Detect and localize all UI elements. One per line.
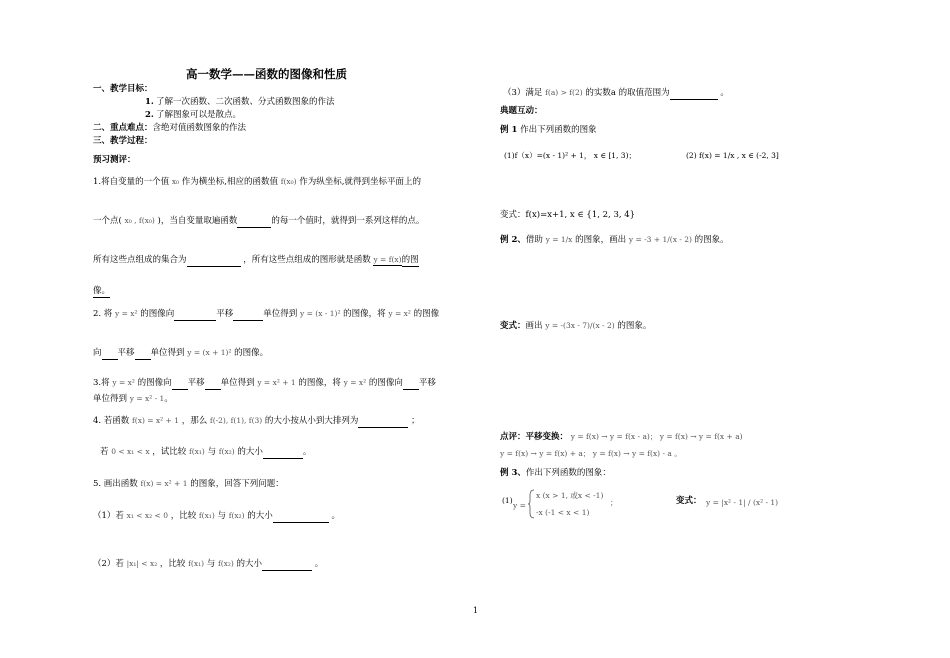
goal-1-number: 1.: [145, 97, 154, 107]
goal-2-text: 了解图象可以是散点。: [156, 110, 242, 120]
q5-math-fx: f(x) = x² + 1: [140, 479, 188, 488]
key-points-line: [93, 123, 246, 134]
q3-text-b: 的图像向: [137, 378, 172, 388]
comment-formula-1: y = f(x) → y = f(x - a)； y = f(x) → y = f(x + a): [570, 432, 743, 441]
q5-1-text-a: （1）若: [93, 511, 124, 521]
comment-label: 点评：: [500, 432, 526, 442]
q3-text-h: 单位得到: [93, 394, 128, 404]
process-heading: 三、教学过程：: [93, 136, 153, 146]
q1-text-d: 一个点(: [93, 216, 122, 226]
interact-heading: 典题互动：: [500, 106, 543, 116]
q3-text-e: 的图像，将: [298, 378, 341, 388]
q5-1-text-e: 。: [331, 511, 341, 521]
q5-1-math-fx1: f(x₁): [198, 511, 215, 520]
q4-text-e: 若: [100, 447, 109, 457]
q1-text-b: 作为横坐标,相应的函数值: [181, 177, 278, 187]
q4-text-b: ，那么: [181, 416, 208, 426]
q5-line1: [93, 478, 284, 490]
q5-1-blank[interactable]: [273, 511, 329, 523]
q2-text-c: 平移: [216, 309, 234, 319]
q2-math-yx2: y = x²: [115, 309, 138, 318]
q1-text-h: ，所有这些点组成的图形就是函数: [243, 255, 371, 265]
q5-2-text-e: 。: [314, 559, 324, 569]
q5-text-b: 的图象，回答下列问题：: [190, 479, 284, 489]
preview-heading: 预习测评：: [93, 155, 136, 165]
q2-text-e: 的图像，将: [343, 309, 386, 319]
q1-text-g: 所有这些点组成的集合为: [93, 255, 187, 265]
comment-shift-label: 平移变换：: [525, 432, 569, 442]
q4-math-cond: 0 < x₁ < x: [111, 447, 150, 456]
key-text: 含绝对值函数图象的作法: [152, 123, 247, 133]
q2-text-g: 向: [93, 348, 102, 358]
q1-line3: [93, 254, 419, 267]
q2-math-f2: y = (x + 1)²: [187, 348, 232, 357]
ex2-math-f1: y = 1/x: [545, 235, 573, 244]
q5-1-text-b: ，比较: [170, 511, 197, 521]
comment-line1: [500, 431, 743, 443]
q2-line2: [93, 347, 268, 360]
q5-2-text-b: ，比较: [159, 559, 186, 569]
q2-line1: [93, 308, 439, 321]
q5-1-math-fx2: f(x₂): [228, 511, 245, 520]
q5-1-text-c: 与: [217, 511, 226, 521]
key-heading: 二、重点难点：: [93, 123, 153, 133]
q4-text-a: 4. 若函数: [93, 416, 130, 426]
q4-text-i: 。: [302, 447, 312, 457]
ex2-math-f2: y = -3 + 1/(x - 2): [628, 235, 692, 244]
q1-line4: [93, 286, 110, 298]
var2-label: 变式：: [500, 321, 526, 331]
q1-math-fx0: f(x₀): [280, 177, 297, 186]
q5-part2: [93, 558, 323, 571]
q3-blank-2[interactable]: [205, 378, 221, 390]
ex3-part1-end: ；: [610, 498, 618, 507]
q1-text-a: 1.将自变量的一个值: [93, 177, 170, 187]
q1-line2: [93, 215, 424, 228]
q3-text-g: 平移: [418, 378, 436, 388]
q1-math-yfx: y = f(x): [373, 255, 402, 264]
q2-text-h: 平移: [117, 348, 135, 358]
r-q3-blank[interactable]: [670, 88, 718, 100]
q3-text-f: 的图像向: [368, 378, 403, 388]
q4-text-h: 的大小: [237, 447, 263, 457]
q4-blank-1[interactable]: [358, 416, 408, 428]
q5-2-text-a: （2）若: [93, 559, 124, 569]
q2-text-a: 2. 将: [93, 309, 113, 319]
goal-2-number: 2.: [145, 110, 154, 120]
q3-text-a: 3.将: [93, 378, 110, 388]
q5-2-text-c: 与: [206, 559, 216, 569]
variant-1: 变式：f(x)=x+1, x ∈ {1, 2, 3, 4}: [500, 210, 636, 220]
q1-text-e: )，当自变量取遍函数: [157, 216, 238, 226]
var2-text-a: 画出: [525, 321, 543, 331]
q4-text-c: 的大小按从小到大排列为: [264, 416, 359, 426]
ex1-line: [500, 125, 597, 136]
q2-blank-4[interactable]: [135, 348, 151, 360]
q4-text-g: 与: [207, 447, 217, 457]
q2-math-yx2b: y = x²: [388, 309, 411, 318]
q3-text-c: 平移: [187, 378, 205, 388]
q4-text-f: ，试比较: [152, 447, 187, 457]
q2-blank-3[interactable]: [102, 348, 118, 360]
q3-math-f2: y = x² - 1: [129, 394, 165, 403]
ex1-part1: (1)f（x）=(x - 1)² + 1， x ∈ [1, 3)；: [504, 151, 636, 160]
ex3-brace: [528, 489, 536, 519]
var3-label: 变式：: [676, 496, 702, 506]
ex1-text: 作出下列函数的图象: [520, 125, 597, 135]
var2-text-b: 的图象。: [617, 321, 652, 331]
q3-line1: [93, 377, 436, 390]
q3-text-d: 单位得到: [220, 378, 255, 388]
ex3-part1-number: (1): [502, 496, 513, 505]
page-number: 1: [473, 606, 479, 615]
q5-2-blank[interactable]: [262, 559, 312, 571]
ex2-text-b: 的图象，画出: [575, 235, 627, 245]
q3-blank-1[interactable]: [172, 378, 188, 390]
q3-math-f1: y = x² + 1: [257, 378, 296, 387]
q5-2-math-fx2: f(x₂): [217, 559, 234, 568]
q5-1-text-d: 的大小: [247, 511, 273, 521]
q4-line1: [93, 415, 420, 428]
r-q3-text-b: 的实数a 的取值范围为: [585, 88, 670, 98]
q1-blank-2[interactable]: [187, 255, 241, 267]
q1-math-point: x₀ , f(x₀): [124, 216, 155, 225]
q2-math-f1: y = (x - 1)²: [300, 309, 341, 318]
ex3-label: 例 3、: [500, 468, 526, 478]
ex3-line: [500, 468, 611, 479]
r-q3-text-c: 。: [720, 88, 729, 98]
q1-line1: [93, 176, 421, 188]
ex2-text-a: 借助: [525, 235, 543, 245]
q2-text-f: 的图像: [413, 309, 440, 319]
q2-text-j: 的图像。: [234, 348, 269, 358]
q2-text-d: 单位得到: [263, 309, 298, 319]
ex3-case-2: -x (-1 < x < 1): [536, 508, 590, 517]
q5-text-a: 5. 画出函数: [93, 479, 138, 489]
q5-part1: [93, 510, 340, 523]
ex3-case-1: x (x > 1, 或x < -1): [536, 491, 604, 500]
ex2-label: 例 2、: [500, 235, 526, 245]
q3-math-yx2: y = x²: [112, 378, 135, 387]
q1-blank-1[interactable]: [237, 216, 271, 228]
q2-text-b: 的图像向: [140, 309, 175, 319]
r-q3-line: [503, 87, 729, 100]
q1-math-x0: x₀: [171, 177, 180, 186]
q4-math-fx: f(x) = x² + 1: [132, 416, 179, 425]
q5-2-text-d: 的大小: [236, 559, 263, 569]
q4-math-values: f(-2), f(1), f(3): [209, 416, 263, 425]
r-q3-math-cond: f(a) > f(2): [545, 88, 583, 97]
q1-text-f: 的每一个值时，就得到一系列这样的点。: [271, 216, 425, 226]
q1-text-j: 像。: [93, 286, 111, 296]
q3-math-yx2b: y = x²: [343, 378, 367, 387]
r-q3-text-a: （3）满足: [503, 88, 543, 98]
ex3-text: 作出下列函数的图象：: [525, 468, 611, 478]
ex1-part2: (2) f(x) = 1/x , x ∈ (-2, 3]: [686, 151, 779, 160]
comment-line2: y = f(x) → y = f(x) + a； y = f(x) → y = f(x) - a 。: [500, 449, 682, 458]
q4-text-d: ；: [411, 416, 420, 426]
q2-blank-2[interactable]: [233, 309, 263, 321]
var2-math-f: y = -(3x - 7)/(x - 2): [545, 321, 615, 330]
ex2-line: [500, 234, 729, 246]
q4-line2: [100, 446, 311, 459]
q2-blank-1[interactable]: [174, 309, 216, 321]
q3-line2: [93, 393, 173, 405]
ex1-label: 例 1: [500, 125, 518, 135]
q1-text-i: 的图: [401, 255, 419, 265]
page-title: 高一数学——函数的图像和性质: [186, 67, 347, 81]
q4-math-fx2: f(x₂): [218, 447, 235, 456]
ex3-part1-y: y =: [513, 501, 526, 510]
q5-1-math-cond: x₁ < x₂ < 0: [126, 511, 168, 520]
variant-2: [500, 320, 651, 332]
goal-1-text: 了解一次函数、二次函数、分式函数图象的作法: [156, 97, 335, 107]
q1-text-c: 作为纵坐标,就得到坐标平面上的: [299, 177, 421, 187]
q4-math-fx1: f(x₁): [188, 447, 205, 456]
q3-text-i: 。: [164, 394, 173, 404]
ex2-text-c: 的图象。: [694, 235, 729, 245]
q5-2-math-cond: |x₁| < x₂: [126, 559, 158, 568]
var3-math: y = |x² - 1| / (x² - 1): [706, 498, 779, 507]
q2-text-i: 单位得到: [150, 348, 185, 358]
q4-blank-2[interactable]: [263, 447, 303, 459]
q3-blank-3[interactable]: [403, 378, 419, 390]
goals-heading: 一、教学目标：: [93, 84, 153, 94]
q5-2-math-fx1: f(x₁): [188, 559, 205, 568]
